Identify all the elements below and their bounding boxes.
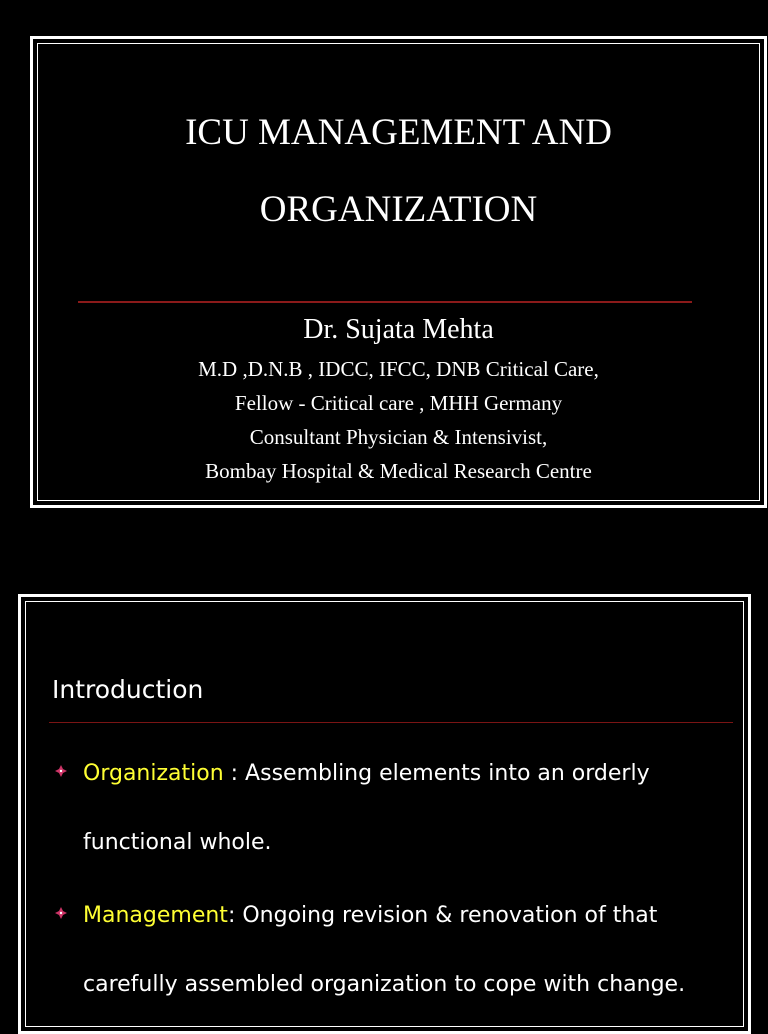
author-name: Dr. Sujata Mehta [303, 314, 494, 345]
slide-heading: Introduction [52, 675, 204, 704]
bullet-continuation: carefully assembled organization to cope with change. [83, 972, 686, 997]
introduction-slide-inner-border [25, 601, 744, 1027]
bullet-item-organization [55, 761, 650, 786]
title-slide [30, 36, 767, 508]
credentials-line: M.D ,D.N.B , IDCC, IFCC, DNB Critical Care, [198, 357, 599, 381]
slide-title-line-2: ORGANIZATION [259, 189, 538, 230]
bullet-item-management [55, 903, 657, 928]
position-line: Consultant Physician & Intensivist, [249, 425, 548, 449]
diamond-bullet-icon [55, 762, 67, 774]
fellowship-line: Fellow - Critical care , MHH Germany [234, 391, 563, 415]
title-divider [78, 301, 692, 303]
bullet-definition: : Ongoing revision & renovation of that [227, 903, 658, 928]
introduction-slide [18, 594, 751, 1034]
bullet-term: Management [83, 903, 228, 928]
institution-line: Bombay Hospital & Medical Research Centre [205, 459, 592, 483]
bullet-text [83, 761, 650, 786]
diamond-bullet-icon [55, 904, 67, 916]
heading-divider [49, 722, 733, 723]
bullet-definition: : Assembling elements into an orderly [223, 761, 650, 786]
slide-title-line-1: ICU MANAGEMENT AND [185, 112, 612, 153]
bullet-text [83, 903, 657, 928]
bullet-continuation: functional whole. [83, 830, 272, 855]
bullet-term: Organization [83, 761, 224, 786]
